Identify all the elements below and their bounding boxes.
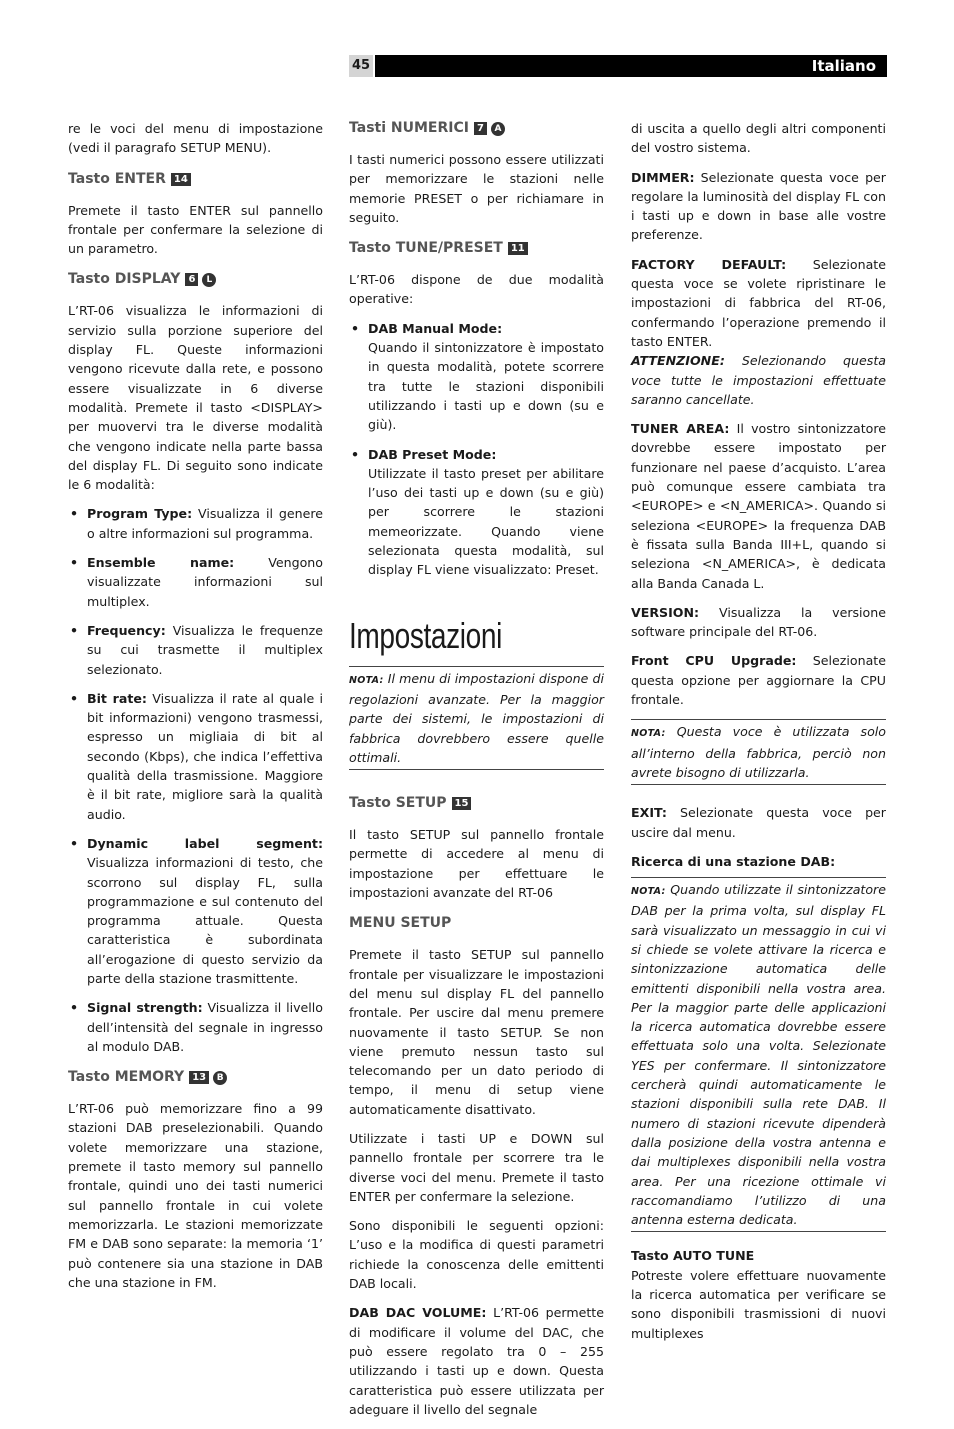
numerici-text: I tasti numerici possono essere utilizzati per memorizzare le stazioni nelle memorie PRESET o per richiamare in seguito. — [349, 152, 604, 225]
enter-heading: Tasto ENTER 14 — [68, 170, 323, 188]
continued-text: di uscita a quello degli altri componenti del vostro sistema. — [631, 121, 886, 156]
tuner-area-text: TUNER AREA: Il vostro sintonizzatore dovrebbe essere impostato per funzionare nel paese d’acquisto. L’area può comunque essere cambiata tra <EUROPE> e <N_AMERICA>. Quando si seleziona <EUROPE> la frequenza DAB è fissata sulla Banda III+L, quando si seleziona <N_AMERICA>, è dedicata alla Banda Canada L. — [631, 421, 886, 591]
memory-heading: Tasto MEMORY 13 B — [68, 1068, 323, 1086]
column-3 — [631, 119, 886, 1353]
display-badge: 6 — [185, 273, 198, 286]
ricerca-heading: Ricerca di una stazione DAB: — [631, 853, 836, 869]
list-item: • Frequency: Visualizza le frequenze su cui trasmette il multiplex selezionato. — [68, 621, 323, 679]
note-label: NOTA: — [631, 728, 666, 740]
numerici-badge: 7 — [474, 122, 487, 135]
menu-setup-heading: MENU SETUP — [349, 915, 452, 932]
language-bar: Italiano — [375, 55, 887, 77]
memory-badge: 13 — [189, 1071, 209, 1084]
auto-tune-heading: Tasto AUTO TUNE — [631, 1248, 755, 1264]
list-item: • Bit rate: Visualizza il rate al quale i bit informazioni) vengono trasmessi, espresso un migliaia di bit al secondo (Kbps), che indica l’effettiva qualità della trasmissione. Maggiore è il bit rate, migliore sarà la qualità audio. — [68, 689, 323, 824]
dac-volume-text: DAB DAC VOLUME: L’RT-06 permette di modificare il volume del DAC, che può essere regolato tra 0 – 255 utilizzando i tasti up e down. Questa caratteristica può essere utilizzata per adeguare il livello del segnale — [349, 1305, 604, 1417]
setup-badge: 15 — [452, 797, 472, 810]
intro-text: re le voci del menu di impostazione (vedi il paragrafo SETUP MENU). — [68, 121, 323, 156]
list-item: • Signal strength: Visualizza il livello dell’intensità del segnale in ingresso al modulo DAB. — [68, 998, 323, 1056]
note-label: NOTA: — [631, 886, 666, 898]
menu-paragraph-2: Utilizzate i tasti UP e DOWN sul pannello frontale per scorrere tra le diverse voci del menu. Premete il tasto ENTER per confermare la selezione. — [349, 1130, 604, 1204]
note-label: NOTA: — [349, 674, 384, 686]
numerici-heading: Tasti NUMERICI 7 A — [349, 119, 604, 137]
list-item: • Dynamic label segment: Visualizza informazioni di testo, che scorrono sul display FL, sulla programmazione e sul contenuto del programma attuale. Questa caratteristica è subordinata all’erogazione di questo servizio da parte della stazione trasmittente. — [68, 834, 323, 988]
note-box: NOTA: Quando utilizzate il sintonizzatore DAB per la prima volta, sul display FL sarà visualizzato un messaggio in cui vi si chiede se volete attivare la ricerca e sintonizzazione automatica delle emittenti disponibili nella vostra area. Per la maggior parte delle applicazioni la ricerca automatica dovrebbe essere effettuata solo una volta. Selezionate YES per confermare. Il sintonizzatore cercherà quindi automaticamente le stazioni disponibili sulla rete DAB. Il numero di stazioni ricevute dipenderà dalla posizione della vostra antenna e dai multiplexes disponibili nella vostra area. Per una ricezione ottimale vi raccomandiamo l’utilizzo di una antenna esterna dedicata. — [631, 877, 886, 1232]
list-item: • DAB Manual Mode: Quando il sintonizzatore è impostato in questa modalità, potete scorrere tra tutte le stazioni disponibili utilizzando i tasti up e down (su e giù). — [349, 319, 604, 435]
cpu-upgrade-text: Front CPU Upgrade: Selezionate questa opzione per aggiornare la CPU frontale. — [631, 653, 886, 708]
display-circle-badge: L — [202, 273, 216, 287]
version-text: VERSION: Visualizza la versione software principale del RT-06. — [631, 604, 886, 640]
dimmer-text: DIMMER: Selezionate questa voce per regolare la luminosità del display FL con i tasti up e down in base alle vostre preferenze. — [631, 169, 886, 243]
attention-text: ATTENZIONE: Selezionando questa voce tutte le impostazioni effettuate saranno cancellate. — [631, 353, 886, 407]
note-box: NOTA: Questa voce è utilizzata solo all’interno della fabbrica, perciò non avrete bisogno di utilizzarla. — [631, 719, 886, 785]
menu-paragraph-1: Premete il tasto SETUP sul pannello frontale per visualizzare le impostazioni del menu sul display FL del pannello frontale. Per uscire dal menu premere nuovamente il tasto SETUP. Se non viene premuto nessun tasto sul telecomando per un dato periodo di tempo, il menu di setup viene automaticamente disattivato. — [349, 947, 604, 1117]
list-item: • DAB Preset Mode: Utilizzate il tasto preset per abilitare l’uso dei tasti up e down (su e giù) per scorrere le stazioni memeorizzate. Quando viene selezionata questa modalità, sul display FL viene visualizzato: Preset. — [349, 445, 604, 580]
page-number: 45 — [349, 55, 373, 77]
list-item: • Ensemble name: Vengono visualizzate informazioni sul multiplex. — [68, 553, 323, 611]
auto-tune-text: Potreste volere effettuare nuovamente la ricerca automatica per verificare se sono disponibili trasmissioni di nuovi multiplexes — [631, 1267, 886, 1341]
page-header — [349, 55, 887, 77]
display-heading: Tasto DISPLAY 6 L — [68, 270, 323, 288]
tune-heading: Tasto TUNE/PRESET 11 — [349, 239, 604, 257]
column-2 — [349, 119, 604, 1429]
display-text: L’RT-06 visualizza le informazioni di servizio sulla porzione superiore del display FL. Queste informazioni vengono ricevute dalla rete, e possono essere visualizzate in 6 diverse modalità. Premete il tasto <DISPLAY> per muovervi tra le diverse modalità che vengono indicate nella parte bassa del display FL. Di seguito sono indicate le 6 modalità: — [68, 303, 323, 493]
display-mode-list — [68, 504, 323, 1056]
section-title: Impostazioni — [349, 614, 502, 656]
numerici-circle-badge: A — [491, 122, 505, 136]
tune-text: L’RT-06 dispone de due modalità operative: — [349, 272, 604, 307]
factory-default-text: FACTORY DEFAULT: Selezionate questa voce se volete ripristinare le impostazioni di fabbrica del RT-06, confermando l’operazione premendo il tasto ENTER. — [631, 256, 886, 349]
menu-paragraph-3: Sono disponibili le seguenti opzioni: L’uso e la modifica di questi parametri richiede la conoscenza delle emittenti DAB locali. — [349, 1218, 604, 1292]
enter-text: Premete il tasto ENTER sul pannello frontale per confermare la selezione di un parametro. — [68, 202, 323, 257]
tune-badge: 11 — [508, 242, 528, 255]
note-box: NOTA: Il menu di impostazioni dispone di regolazioni avanzate. Per la maggior parte dei sistemi, le impostazioni di fabbrica dovrebbero essere quelle ottimali. — [349, 666, 604, 770]
memory-circle-badge: B — [213, 1071, 227, 1085]
setup-heading: Tasto SETUP 15 — [349, 794, 604, 812]
list-item: • Program Type: Visualizza il genere o altre informazioni sul programma. — [68, 504, 323, 543]
enter-badge: 14 — [171, 173, 191, 186]
setup-text: Il tasto SETUP sul pannello frontale permette di accedere al menu di impostazione per effettuare le impostazioni avanzate del RT-06 — [349, 827, 604, 901]
exit-text: EXIT: Selezionate questa voce per uscire dal menu. — [631, 805, 886, 840]
memory-text: L’RT-06 può memorizzare fino a 99 stazioni DAB preselezionabili. Quando volete memorizzare una stazione, premete il tasto memory sul pannello frontale, quindi uno dei tasti numerici sul pannello frontale in cui volete memorizzarla. Le stazioni memorizzate FM e DAB sono separate: la memoria ‘1’ può contenere sia una stazione in DAB che una stazione in FM. — [68, 1101, 323, 1290]
column-1 — [68, 119, 323, 1302]
tune-mode-list — [349, 319, 604, 580]
